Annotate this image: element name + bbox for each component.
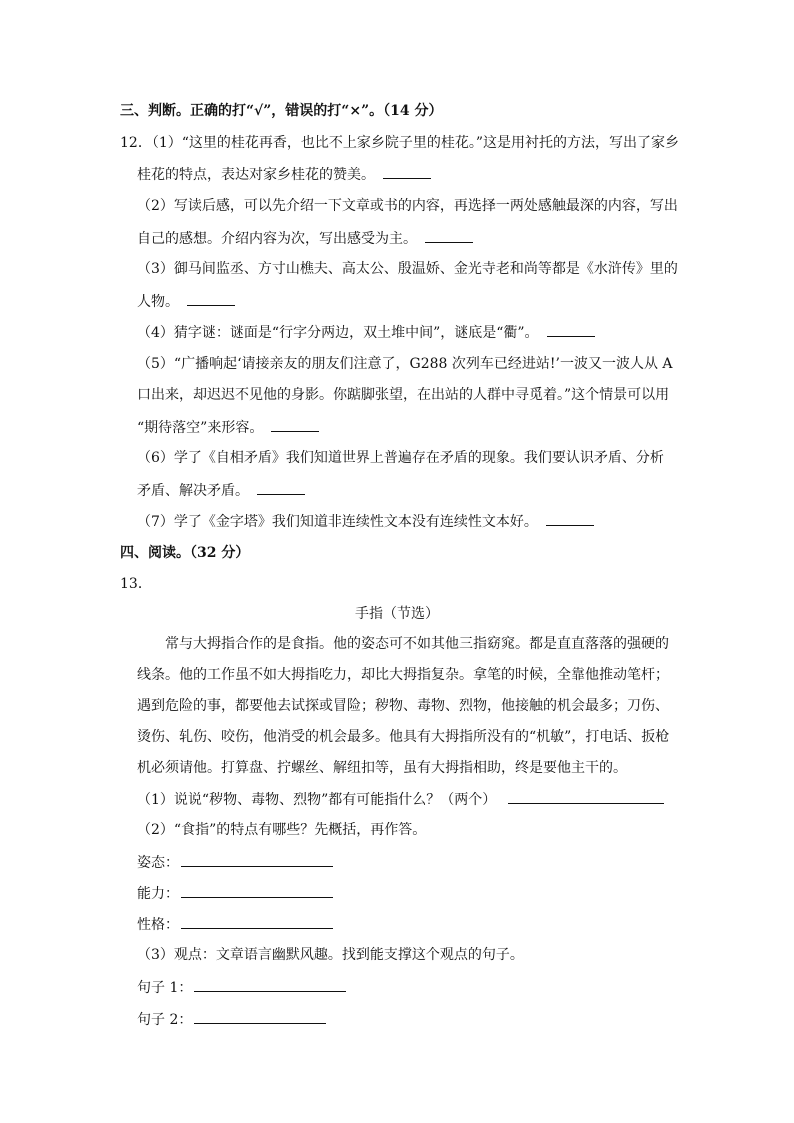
item-2-text: 自己的感想。介绍内容为次，写出感受为主。 — [137, 231, 417, 247]
item-3-text: 人物。 — [137, 294, 179, 310]
posture-row — [137, 852, 333, 873]
subquestion-3: （3）观点：文章语言幽默风趣。找到能支撑这个观点的句子。 — [137, 947, 524, 963]
ability-answer-line[interactable] — [181, 883, 333, 898]
answer-blank-4[interactable] — [547, 322, 595, 337]
sentence-1-label: 句子 1： — [137, 980, 193, 996]
answer-blank-7[interactable] — [546, 511, 594, 526]
item-7-line-1 — [137, 511, 594, 532]
subquestion-2: （2）“食指”的特点有哪些？先概括，再作答。 — [137, 822, 427, 838]
item-6-text: 矛盾、解决矛盾。 — [137, 483, 249, 499]
item-7-text: （7）学了《金字塔》我们知道非连续性文本没有连续性文本好。 — [137, 514, 538, 530]
item-4-text: （4）猜字谜：谜面是“行字分两边，双土堆中间”，谜底是“衢”。 — [137, 325, 539, 341]
answer-blank-6[interactable] — [257, 480, 305, 495]
section-3-heading: 三、判断。正确的打“√”，错误的打“×”。（14 分） — [120, 103, 443, 119]
posture-label: 姿态： — [137, 855, 179, 871]
item-4-line-1 — [137, 322, 595, 343]
item-3-line-1: （3）御马间监丞、方寸山樵夫、高太公、殷温娇、金光寺老和尚等都是《水浒传》里的 — [137, 261, 678, 277]
item-5-line-2: 口出来，却迟迟不见他的身影。你踮脚张望，在出站的人群中寻觅着。”这个情景可以用 — [137, 387, 670, 403]
answer-blank-2[interactable] — [425, 228, 473, 243]
answer-line-sq1[interactable] — [508, 789, 664, 804]
posture-answer-line[interactable] — [181, 852, 333, 867]
subquestion-1 — [137, 789, 664, 810]
item-6-line-1: （6）学了《自相矛盾》我们知道世界上普遍存在矛盾的现象。我们要认识矛盾、分析 — [137, 450, 664, 466]
passage-line-4: 烫伤、轧伤、咬伤，他消受的机会最多。他具有大拇指所没有的“机敏”，打电话、扳枪 — [137, 729, 670, 745]
question-13-number: 13． — [120, 576, 152, 592]
item-5-line-1: （5）“广播响起‘请接亲友的朋友们注意了，G288 次列车已经进站!’一波又一波人从 A — [137, 356, 673, 372]
passage-title: 手指（节选） — [355, 606, 439, 622]
item-2-line-1: （2）写读后感，可以先介绍一下文章或书的内容，再选择一两处感触最深的内容，写出 — [137, 198, 678, 214]
character-label: 性格： — [137, 917, 179, 933]
answer-blank-1[interactable] — [383, 164, 431, 179]
sentence-1-answer-line[interactable] — [194, 977, 346, 992]
sentence-1-row — [137, 977, 346, 998]
item-5-text: “期待落空”来形容。 — [137, 420, 264, 436]
passage-line-3: 遇到危险的事，都要他去试探或冒险；秽物、毒物、烈物，他接触的机会最多；刀伤、 — [137, 698, 669, 714]
sentence-2-row — [137, 1009, 326, 1030]
section-4-heading: 四、阅读。（32 分） — [120, 545, 250, 561]
question-12-line-1: 12．（1）“这里的桂花再香，也比不上家乡院子里的桂花。”这是用衬托的方法，写出了家乡 — [120, 135, 680, 151]
answer-blank-5[interactable] — [271, 417, 319, 432]
ability-label: 能力： — [137, 886, 179, 902]
ability-row — [137, 883, 333, 904]
item-5-line-3 — [137, 417, 319, 438]
item-3-line-2 — [137, 291, 235, 312]
passage-line-5: 机必须请他。打算盘、拧螺丝、解纽扣等，虽有大拇指相助，终是要他主干的。 — [137, 760, 627, 776]
character-row — [137, 914, 333, 935]
question-12-text: 桂花的特点，表达对家乡桂花的赞美。 — [137, 167, 375, 183]
item-6-line-2 — [137, 480, 305, 501]
item-2-line-2 — [137, 228, 473, 249]
character-answer-line[interactable] — [181, 914, 333, 929]
answer-blank-3[interactable] — [187, 291, 235, 306]
sentence-2-answer-line[interactable] — [194, 1009, 326, 1024]
subquestion-1-text: （1）说说“秽物、毒物、烈物”都有可能指什么？（两个） — [137, 792, 497, 808]
question-12-line-2 — [137, 164, 431, 185]
sentence-2-label: 句子 2： — [137, 1012, 193, 1028]
passage-line-2: 线条。他的工作虽不如大拇指吃力，却比大拇指复杂。拿笔的时候，全靠他推动笔杆； — [137, 667, 669, 683]
passage-line-1: 常与大拇指合作的是食指。他的姿态可不如其他三指窈窕。都是直直落落的强硬的 — [165, 636, 669, 652]
